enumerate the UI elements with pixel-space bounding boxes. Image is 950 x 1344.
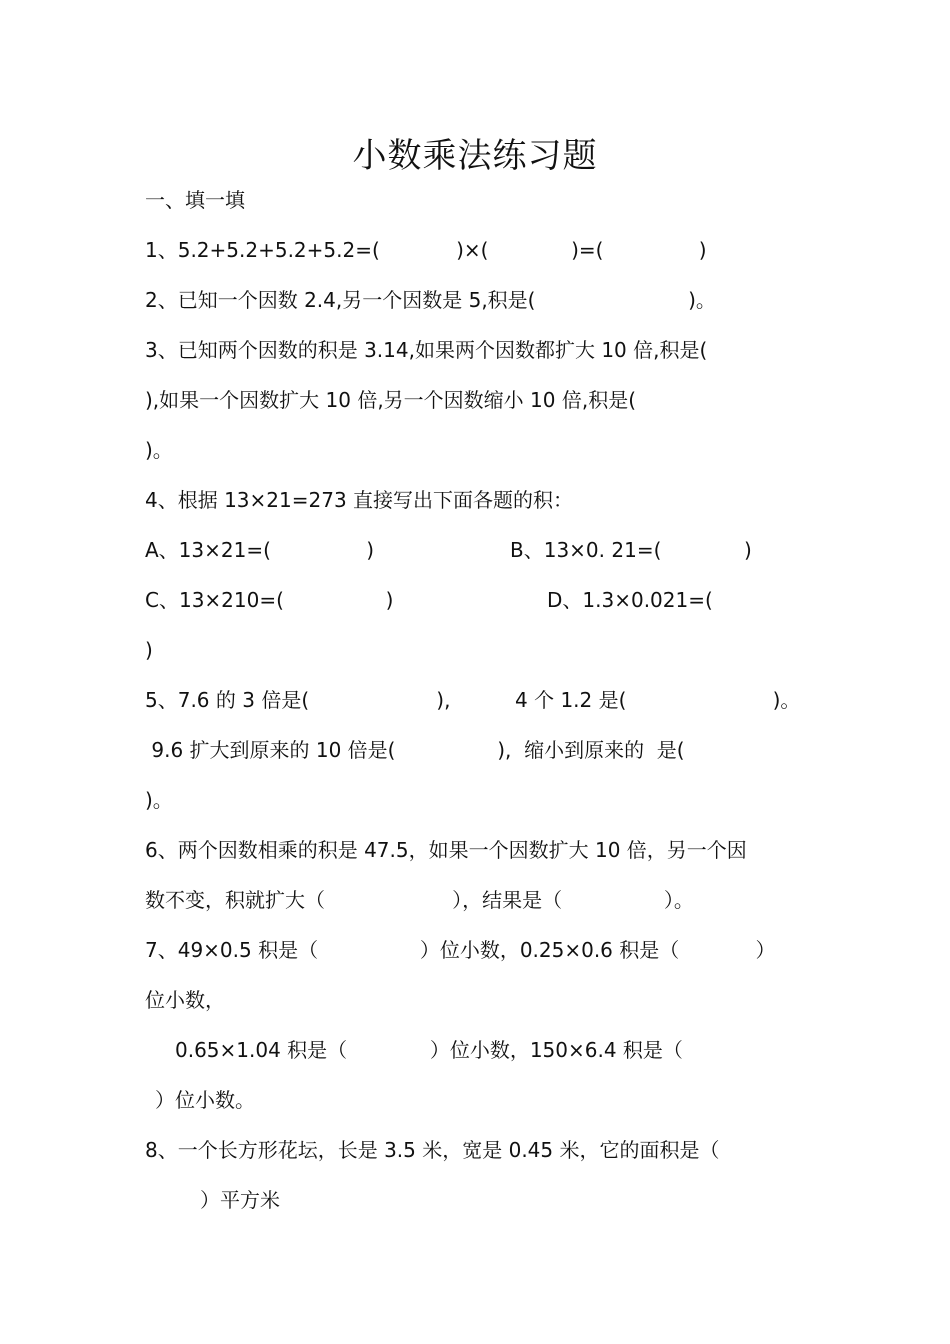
question-5-line-2: 9.6 扩大到原来的 10 倍是( ), 缩小到原来的 是( [145, 738, 685, 762]
question-5-part-1: 5、7.6 的 3 倍是( ), [145, 688, 451, 712]
question-3-line-3: )。 [145, 438, 173, 462]
question-7-line-2: 位小数， [145, 988, 225, 1012]
question-4-stem: 4、根据 13×21=273 直接写出下面各题的积： [145, 488, 574, 512]
question-4-c: C、13×210=( ) [145, 588, 394, 612]
question-7-line-1: 7、49×0.5 积是（ ）位小数，0.25×0.6 积是（ ） [145, 938, 776, 962]
question-5-line-3: )。 [145, 788, 173, 812]
question-4-d: D、1.3×0.021=( [547, 588, 713, 612]
page-title: 小数乘法练习题 [352, 136, 598, 176]
question-1: 1、5.2+5.2+5.2+5.2=( )×( )=( ) [145, 238, 707, 262]
question-8-line-2: ）平方米 [200, 1188, 280, 1212]
question-7-line-4: ）位小数。 [155, 1088, 255, 1112]
question-4-a: A、13×21=( ) [145, 538, 375, 562]
question-4-b: B、13×0. 21=( ) [510, 538, 752, 562]
question-5-part-2: 4 个 1.2 是( )。 [515, 688, 801, 712]
question-8-line-1: 8、一个长方形花坛，长是 3.5 米，宽是 0.45 米，它的面积是（ [145, 1138, 720, 1162]
question-4-d-close: ) [145, 638, 153, 662]
question-7-line-3: 0.65×1.04 积是（ ）位小数，150×6.4 积是（ [175, 1038, 683, 1062]
question-6-line-2: 数不变，积就扩大（ ），结果是（ ）。 [145, 888, 694, 912]
section-heading: 一、填一填 [145, 188, 245, 212]
question-2: 2、已知一个因数 2.4,另一个因数是 5,积是( )。 [145, 288, 716, 312]
question-6-line-1: 6、两个因数相乘的积是 47.5，如果一个因数扩大 10 倍，另一个因 [145, 838, 747, 862]
question-3-line-1: 3、已知两个因数的积是 3.14,如果两个因数都扩大 10 倍,积是( [145, 338, 708, 362]
question-3-line-2: ),如果一个因数扩大 10 倍,另一个因数缩小 10 倍,积是( [145, 388, 637, 412]
